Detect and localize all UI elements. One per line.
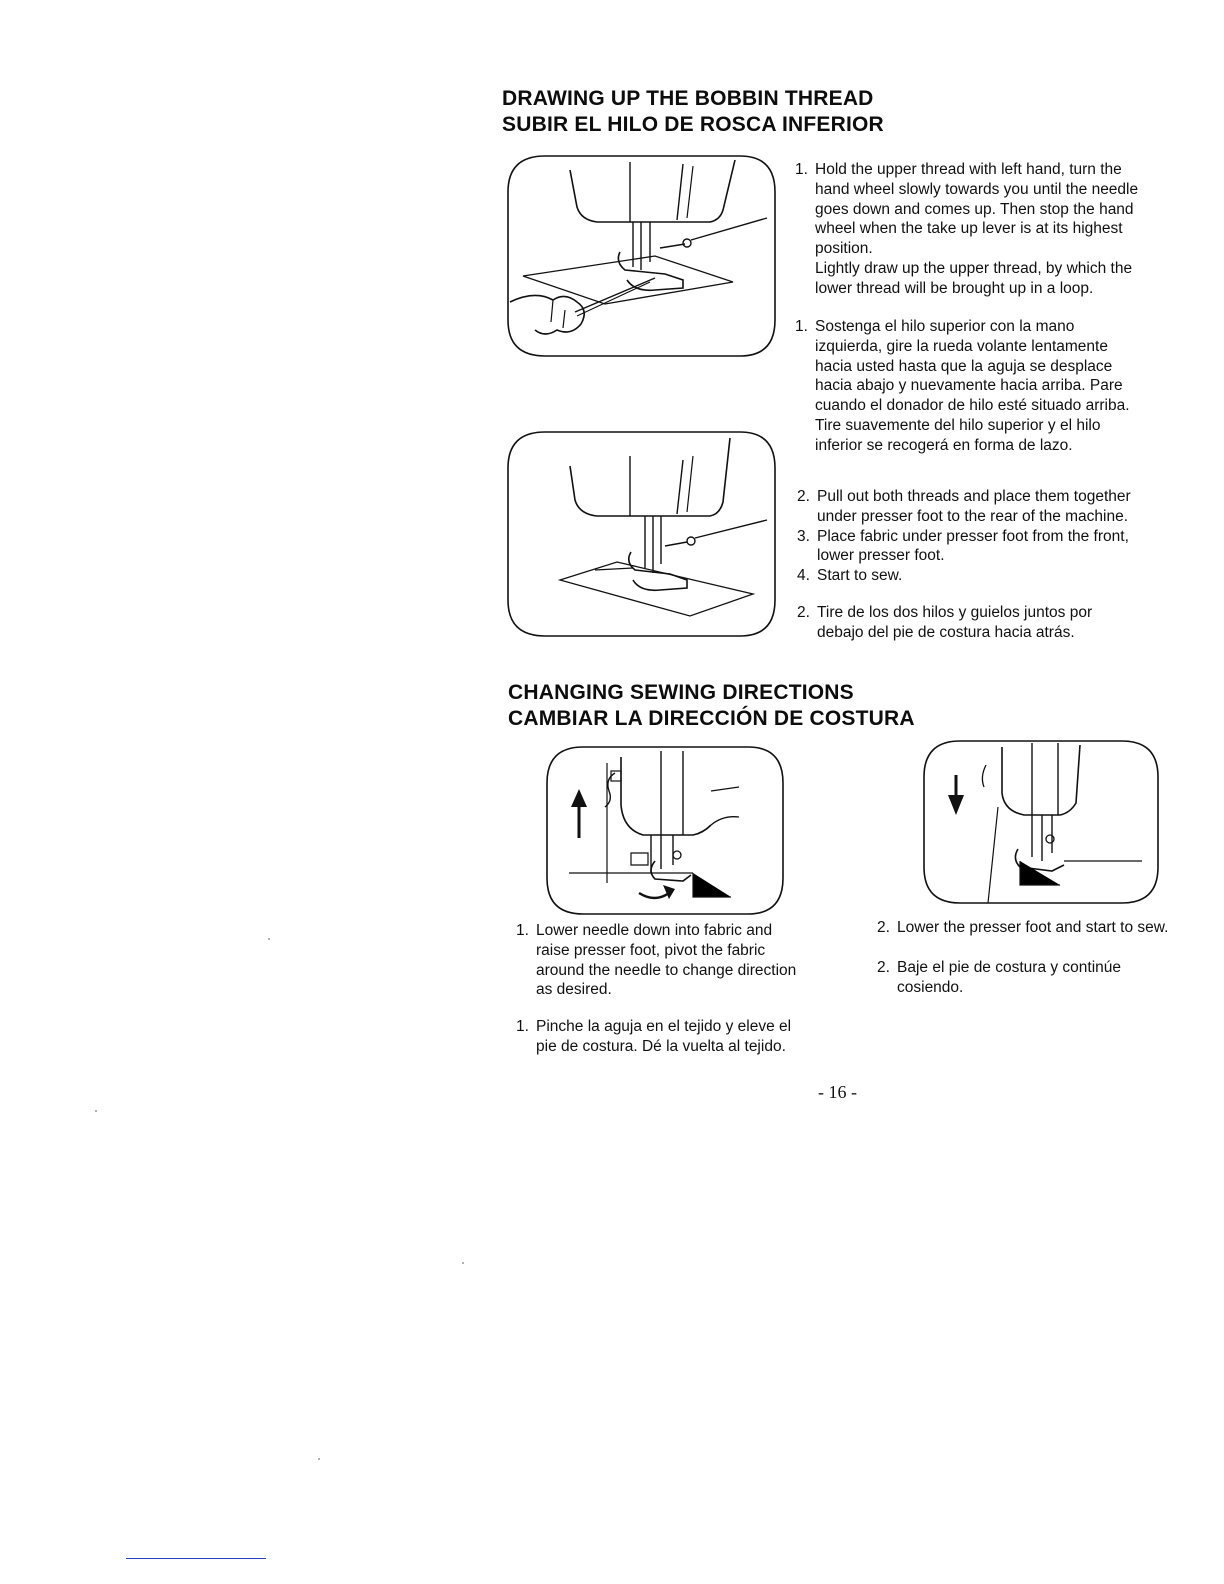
step-text: Start to sew.: [817, 567, 903, 585]
scan-speck: [268, 938, 270, 940]
bobbin-steps-en-2: [797, 487, 1197, 586]
step-number: 1.: [795, 161, 808, 178]
step-item: [516, 1017, 856, 1057]
directions-right-en: [877, 918, 1212, 938]
step-text: Lower needle down into fabric and raise presser foot, pivot the fabric around the needle to change direction as desired.: [536, 922, 797, 999]
step-number: 3.: [797, 527, 810, 545]
step-number: 1.: [516, 922, 529, 939]
step-item: [877, 918, 1212, 938]
threads-under-presser-foot-illustration: [505, 428, 780, 640]
scan-speck: [462, 1262, 464, 1264]
section-title-directions-es: CAMBIAR LA DIRECCIÓN DE COSTURA: [508, 707, 915, 730]
step-item: [516, 921, 856, 1000]
step-number: 1.: [516, 1018, 529, 1035]
directions-right-es: [877, 958, 1212, 998]
step-text: Place fabric under presser foot from the front, lower presser foot.: [817, 527, 1129, 565]
bobbin-thread-loop-illustration: [505, 152, 780, 360]
pivot-fabric-raise-foot-illustration: [543, 743, 788, 918]
directions-left-es: [516, 1017, 856, 1057]
bobbin-steps-en-1: [795, 160, 1195, 299]
directions-left-en: [516, 921, 856, 1000]
step-text: Lower the presser foot and start to sew.: [897, 919, 1169, 936]
step-number: 2.: [797, 604, 810, 621]
step-item: [797, 527, 1197, 567]
step-item: [797, 566, 1197, 586]
step-item: [877, 958, 1212, 998]
step-number: 2.: [877, 919, 890, 936]
step-number: 2.: [877, 959, 890, 976]
step-number: 1.: [795, 318, 808, 335]
step-text: Pinche la aguja en el tejido y eleve el pie de costura. Dé la vuelta al tejido.: [536, 1018, 792, 1055]
section-title-directions-en: CHANGING SEWING DIRECTIONS: [508, 681, 854, 704]
step-item: [797, 487, 1197, 527]
step-text: Pull out both threads and place them together under presser foot to the rear of the machine.: [817, 488, 1131, 525]
scan-artifact-line: [126, 1558, 266, 1559]
step-text: Tire de los dos hilos y guielos juntos por debajo del pie de costura hacia atrás.: [817, 604, 1093, 641]
scan-speck: [95, 1110, 97, 1112]
bobbin-steps-es-2: [797, 603, 1197, 643]
step-item: [795, 317, 1195, 456]
section-title-bobbin-en: DRAWING UP THE BOBBIN THREAD: [502, 87, 874, 110]
step-number: 4.: [797, 567, 810, 585]
step-number: 2.: [797, 488, 810, 505]
section-title-bobbin-es: SUBIR EL HILO DE ROSCA INFERIOR: [502, 113, 884, 136]
step-item: [797, 603, 1197, 643]
lower-presser-foot-illustration: [920, 737, 1162, 907]
step-item: [795, 160, 1195, 299]
bobbin-steps-es-1: [795, 317, 1195, 456]
step-text: Baje el pie de costura y continúe cosiendo.: [897, 959, 1122, 996]
step-text: Sostenga el hilo superior con la mano izquierda, gire la rueda volante lentamente hacia usted hasta que la aguja se desplace hacia abajo y nuevamente hacia arriba. Pare cuando el donador de hilo esté situado arriba. Tire suavemente del hilo superior y el hilo inferior se recogerá en forma de lazo.: [815, 318, 1130, 454]
scan-speck: [318, 1458, 320, 1460]
step-text: Hold the upper thread with left hand, turn the hand wheel slowly towards you until the needle goes down and comes up. Then stop the hand wheel when the take up lever is at its highest position. Lightly draw up the upper thread, by which the lower thread will be brought up in a loop.: [815, 161, 1139, 297]
page-number: - 16 -: [818, 1082, 857, 1102]
